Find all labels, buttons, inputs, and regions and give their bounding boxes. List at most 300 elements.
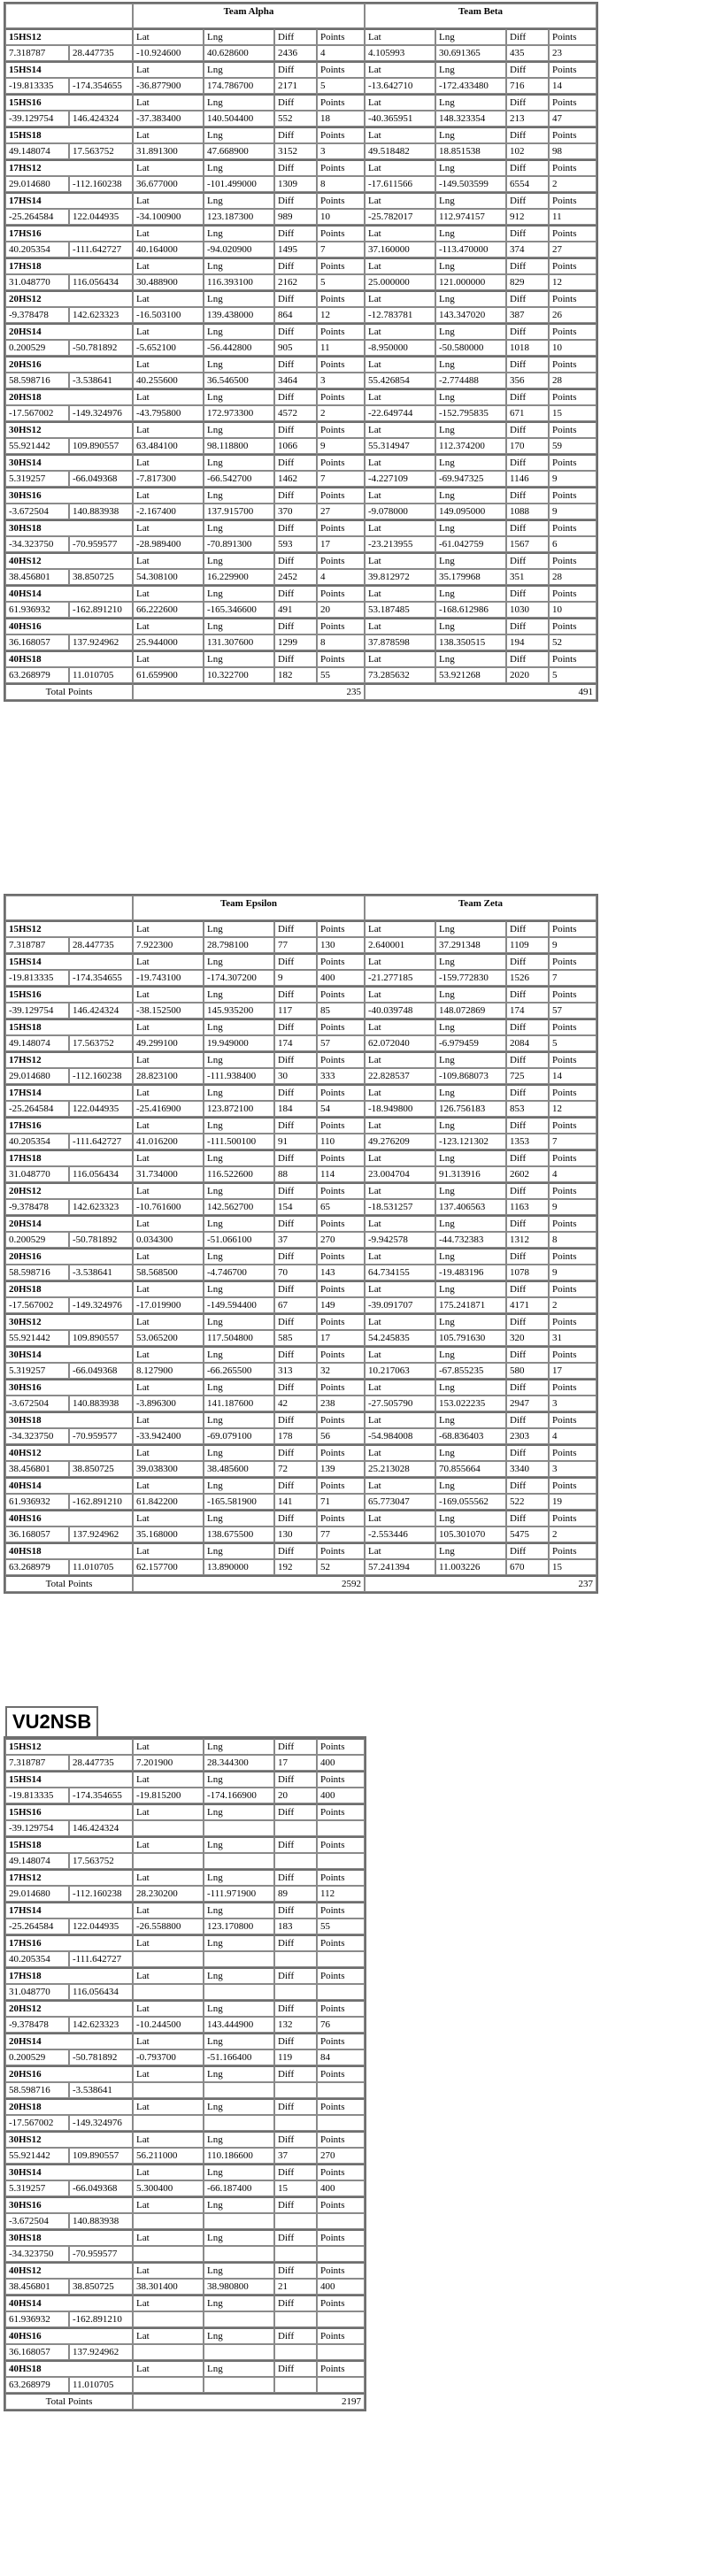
lat-label: Lat (133, 225, 204, 242)
lng-label: Lng (435, 1280, 506, 1297)
marker-header-row (5, 1150, 596, 1166)
lng-label: Lng (204, 1803, 274, 1820)
points-label: Points (549, 421, 596, 438)
guess-diff: 2436 (274, 45, 317, 61)
guess-diff: 3340 (506, 1461, 549, 1477)
guess-lat: 55.426854 (365, 373, 435, 388)
guess-diff: 5475 (506, 1526, 549, 1542)
points-label: Points (317, 2098, 365, 2115)
marker-header-row (5, 986, 596, 1003)
guess-lng: 123.187300 (204, 209, 274, 225)
marker-lat: 38.456801 (5, 569, 69, 585)
guess-points: 77 (317, 1526, 365, 1542)
lng-label: Lng (204, 388, 274, 405)
guess-points: 23 (549, 45, 596, 61)
points-label: Points (549, 1280, 596, 1297)
diff-label: Diff (274, 618, 317, 634)
lat-label: Lat (365, 1215, 435, 1232)
guess-points: 10 (549, 602, 596, 618)
lat-label: Lat (133, 2033, 204, 2049)
guess-lat: 49.276209 (365, 1134, 435, 1150)
diff-label: Diff (506, 953, 549, 970)
guess-lng (204, 2213, 274, 2229)
guess-points: 270 (317, 2148, 365, 2164)
guess-points: 114 (317, 1166, 365, 1182)
marker-lng: -162.891210 (69, 602, 133, 618)
diff-label: Diff (274, 1803, 317, 1820)
guess-points: 3 (549, 1396, 596, 1411)
lng-label: Lng (435, 1117, 506, 1134)
diff-label: Diff (506, 1150, 549, 1166)
lat-label: Lat (365, 356, 435, 373)
guess-diff: 387 (506, 307, 549, 323)
guess-lng: -174.307200 (204, 970, 274, 986)
guess-points: 12 (317, 307, 365, 323)
lat-label: Lat (365, 1182, 435, 1199)
points-label: Points (317, 28, 365, 45)
marker-name: 20HS16 (5, 356, 133, 373)
marker-header-row (5, 2164, 365, 2180)
points-label: Points (317, 1182, 365, 1199)
guess-points: 8 (549, 1232, 596, 1248)
guess-lng: 143.347020 (435, 307, 506, 323)
diff-label: Diff (506, 650, 549, 667)
guess-lat: 36.677000 (133, 176, 204, 192)
marker-name: 20HS16 (5, 1248, 133, 1265)
points-label: Points (317, 159, 365, 176)
lng-label: Lng (435, 28, 506, 45)
points-label: Points (317, 1444, 365, 1461)
guess-points: 149 (317, 1297, 365, 1313)
points-label: Points (317, 953, 365, 970)
guess-lat (133, 2082, 204, 2098)
guess-diff: 522 (506, 1494, 549, 1510)
points-label: Points (549, 552, 596, 569)
guess-lng: -109.868073 (435, 1068, 506, 1084)
section-epsilon-zeta (4, 894, 598, 1594)
diff-label: Diff (506, 585, 549, 602)
total-row (5, 1575, 596, 1592)
guess-diff (274, 2311, 317, 2327)
guess-diff: 42 (274, 1396, 317, 1411)
guess-lat: -23.213955 (365, 536, 435, 552)
guess-diff: 4572 (274, 405, 317, 421)
points-label: Points (317, 1019, 365, 1035)
guess-lat: -22.649744 (365, 405, 435, 421)
guess-diff: 1018 (506, 340, 549, 356)
points-label: Points (317, 1477, 365, 1494)
marker-header-row (5, 1444, 596, 1461)
points-label: Points (317, 2065, 365, 2082)
guess-lng: 11.003226 (435, 1559, 506, 1575)
guess-lng: -152.795835 (435, 405, 506, 421)
guess-lat: 61.659900 (133, 667, 204, 683)
total-points-value: 491 (365, 683, 596, 700)
guess-diff: 183 (274, 1919, 317, 1934)
marker-lat: 36.168057 (5, 2344, 69, 2360)
marker-name: 20HS14 (5, 1215, 133, 1232)
points-label: Points (317, 2196, 365, 2213)
marker-lng: 38.850725 (69, 569, 133, 585)
guess-points: 27 (317, 504, 365, 519)
diff-label: Diff (274, 2295, 317, 2311)
marker-lng: -66.049368 (69, 471, 133, 487)
lng-label: Lng (435, 356, 506, 373)
lng-label: Lng (204, 127, 274, 143)
guess-lat (133, 1951, 204, 1967)
guess-diff: 77 (274, 937, 317, 953)
diff-label: Diff (274, 1738, 317, 1755)
marker-lat: -3.672504 (5, 1396, 69, 1411)
guess-lng (204, 1984, 274, 2000)
marker-name: 40HS14 (5, 2295, 133, 2311)
guess-diff (274, 2377, 317, 2393)
guess-lat: 5.300400 (133, 2180, 204, 2196)
guess-points: 400 (317, 1755, 365, 1771)
guess-lng (204, 2115, 274, 2131)
lng-label: Lng (435, 290, 506, 307)
lng-label: Lng (435, 454, 506, 471)
points-label: Points (549, 454, 596, 471)
lat-label: Lat (365, 225, 435, 242)
guess-diff: 91 (274, 1134, 317, 1150)
marker-header-row (5, 2131, 365, 2148)
blank-corner (5, 896, 133, 920)
points-label: Points (549, 650, 596, 667)
points-label: Points (549, 388, 596, 405)
diff-label: Diff (506, 1313, 549, 1330)
lat-label: Lat (365, 1117, 435, 1134)
guess-diff: 178 (274, 1428, 317, 1444)
guess-lat: -43.795800 (133, 405, 204, 421)
guess-lat: 62.157700 (133, 1559, 204, 1575)
guess-lng: 148.072869 (435, 1003, 506, 1019)
lng-label: Lng (204, 1934, 274, 1951)
lat-label: Lat (365, 1542, 435, 1559)
guess-lat: 58.568500 (133, 1265, 204, 1280)
guess-lat: 37.878598 (365, 634, 435, 650)
lng-label: Lng (204, 2327, 274, 2344)
lat-label: Lat (133, 1379, 204, 1396)
guess-lat: 28.230200 (133, 1886, 204, 1902)
guess-lat: -27.505790 (365, 1396, 435, 1411)
diff-label: Diff (506, 61, 549, 78)
guess-lng: 70.855664 (435, 1461, 506, 1477)
guess-lng: 175.241871 (435, 1297, 506, 1313)
points-label: Points (317, 585, 365, 602)
marker-name: 40HS18 (5, 650, 133, 667)
points-label: Points (549, 1411, 596, 1428)
guess-diff: 2020 (506, 667, 549, 683)
lat-label: Lat (365, 421, 435, 438)
guess-points: 400 (317, 2279, 365, 2295)
guess-lat: 61.842200 (133, 1494, 204, 1510)
guess-lng: -165.581900 (204, 1494, 274, 1510)
marker-header-row (5, 519, 596, 536)
marker-name: 15HS16 (5, 94, 133, 111)
lat-label: Lat (365, 552, 435, 569)
lng-label: Lng (435, 1150, 506, 1166)
lng-label: Lng (435, 159, 506, 176)
guess-diff: 141 (274, 1494, 317, 1510)
points-label: Points (317, 1934, 365, 1951)
marker-lat: 58.598716 (5, 2082, 69, 2098)
marker-lng: 122.044935 (69, 1919, 133, 1934)
lat-label: Lat (133, 2196, 204, 2213)
guess-lng (204, 1820, 274, 1836)
marker-lat: 63.268979 (5, 667, 69, 683)
lat-label: Lat (133, 2262, 204, 2279)
marker-lat: -25.264584 (5, 209, 69, 225)
points-label: Points (317, 1280, 365, 1297)
marker-lng: -66.049368 (69, 1363, 133, 1379)
lng-label: Lng (435, 487, 506, 504)
guess-diff (274, 2115, 317, 2131)
lat-label: Lat (365, 94, 435, 111)
points-label: Points (317, 487, 365, 504)
marker-lng: 140.883938 (69, 504, 133, 519)
marker-value-row (5, 1297, 596, 1313)
points-label: Points (317, 1084, 365, 1101)
lat-label: Lat (133, 986, 204, 1003)
diff-label: Diff (274, 2164, 317, 2180)
lng-label: Lng (204, 650, 274, 667)
guess-points: 12 (549, 1101, 596, 1117)
guess-diff: 1495 (274, 242, 317, 258)
diff-label: Diff (274, 61, 317, 78)
guess-lat: -25.416900 (133, 1101, 204, 1117)
lng-label: Lng (204, 585, 274, 602)
diff-label: Diff (274, 290, 317, 307)
marker-name: 17HS18 (5, 1967, 133, 1984)
lat-label: Lat (133, 1738, 204, 1755)
marker-value-row (5, 2115, 365, 2131)
guess-diff: 102 (506, 143, 549, 159)
marker-header-row (5, 1248, 596, 1265)
marker-lng: -50.781892 (69, 1232, 133, 1248)
guess-diff: 2084 (506, 1035, 549, 1051)
lng-label: Lng (204, 1280, 274, 1297)
guess-points: 9 (549, 504, 596, 519)
guess-diff: 1109 (506, 937, 549, 953)
marker-lng: -111.642727 (69, 1134, 133, 1150)
guess-lat: 65.773047 (365, 1494, 435, 1510)
guess-lat: 73.285632 (365, 667, 435, 683)
guess-diff: 491 (274, 602, 317, 618)
guess-lat: 25.000000 (365, 274, 435, 290)
diff-label: Diff (506, 1510, 549, 1526)
marker-header-row (5, 1051, 596, 1068)
diff-label: Diff (274, 2327, 317, 2344)
diff-label: Diff (274, 1313, 317, 1330)
lng-label: Lng (204, 159, 274, 176)
guess-points: 59 (549, 438, 596, 454)
marker-value-row (5, 2377, 365, 2393)
guess-points: 17 (317, 1330, 365, 1346)
marker-value-row (5, 1363, 596, 1379)
points-label: Points (317, 2262, 365, 2279)
guess-lng: 137.406563 (435, 1199, 506, 1215)
guess-points (317, 2082, 365, 2098)
lng-label: Lng (204, 356, 274, 373)
guess-points: 270 (317, 1232, 365, 1248)
marker-lng: 146.424324 (69, 1820, 133, 1836)
marker-header-row (5, 225, 596, 242)
marker-value-row (5, 340, 596, 356)
diff-label: Diff (506, 519, 549, 536)
points-label: Points (549, 1084, 596, 1101)
points-label: Points (317, 225, 365, 242)
marker-lat: 5.319257 (5, 471, 69, 487)
points-label: Points (549, 225, 596, 242)
marker-lat: 38.456801 (5, 1461, 69, 1477)
lat-label: Lat (365, 1444, 435, 1461)
marker-header-row (5, 1902, 365, 1919)
diff-label: Diff (274, 1771, 317, 1788)
guess-lng: 19.949000 (204, 1035, 274, 1051)
diff-label: Diff (506, 1215, 549, 1232)
marker-lng: 122.044935 (69, 1101, 133, 1117)
marker-lat: 61.936932 (5, 1494, 69, 1510)
marker-value-row (5, 2148, 365, 2164)
guess-lng (204, 2246, 274, 2262)
guess-lng: 13.890000 (204, 1559, 274, 1575)
marker-lat: 40.205354 (5, 1951, 69, 1967)
marker-header-row (5, 127, 596, 143)
points-label: Points (549, 953, 596, 970)
points-label: Points (549, 323, 596, 340)
guess-diff: 725 (506, 1068, 549, 1084)
guess-lat: -37.383400 (133, 111, 204, 127)
marker-header-row (5, 28, 596, 45)
marker-name: 20HS18 (5, 2098, 133, 2115)
diff-label: Diff (274, 1902, 317, 1919)
guess-lat (133, 2344, 204, 2360)
guess-lng: -149.503599 (435, 176, 506, 192)
marker-name: 17HS14 (5, 1084, 133, 1101)
guess-lng: 116.393100 (204, 274, 274, 290)
guess-lng: 153.022235 (435, 1396, 506, 1411)
diff-label: Diff (506, 94, 549, 111)
marker-lng: 146.424324 (69, 111, 133, 127)
lng-label: Lng (435, 650, 506, 667)
guess-lat: -17.611566 (365, 176, 435, 192)
guess-diff: 351 (506, 569, 549, 585)
marker-value-row (5, 2213, 365, 2229)
lat-label: Lat (133, 1313, 204, 1330)
marker-lng: -149.324976 (69, 405, 133, 421)
lat-label: Lat (133, 2295, 204, 2311)
points-label: Points (317, 2327, 365, 2344)
lat-label: Lat (133, 2164, 204, 2180)
marker-name: 15HS12 (5, 28, 133, 45)
guess-lat: 54.308100 (133, 569, 204, 585)
team-title: Team Beta (365, 4, 596, 28)
guess-lng: -51.166400 (204, 2049, 274, 2065)
guess-lng: 16.229900 (204, 569, 274, 585)
diff-label: Diff (274, 519, 317, 536)
guess-points: 9 (549, 1199, 596, 1215)
diff-label: Diff (274, 487, 317, 504)
points-label: Points (549, 1019, 596, 1035)
marker-name: 30HS14 (5, 2164, 133, 2180)
points-label: Points (317, 1836, 365, 1853)
lng-label: Lng (204, 2229, 274, 2246)
guess-points: 3 (549, 1461, 596, 1477)
marker-value-row (5, 634, 596, 650)
guess-lat: 57.241394 (365, 1559, 435, 1575)
team-title: Team Epsilon (133, 896, 365, 920)
team-title-vu2nsb: VU2NSB (5, 1706, 98, 1736)
points-label: Points (317, 192, 365, 209)
marker-name: 30HS16 (5, 2196, 133, 2213)
marker-value-row (5, 1134, 596, 1150)
marker-value-row (5, 1461, 596, 1477)
lng-label: Lng (204, 1117, 274, 1134)
marker-value-row (5, 438, 596, 454)
lat-label: Lat (365, 650, 435, 667)
guess-lng: -111.971900 (204, 1886, 274, 1902)
guess-points: 27 (549, 242, 596, 258)
lat-label: Lat (365, 1346, 435, 1363)
lng-label: Lng (204, 225, 274, 242)
guess-points: 57 (549, 1003, 596, 1019)
guess-points (317, 2213, 365, 2229)
marker-name: 20HS16 (5, 2065, 133, 2082)
lng-label: Lng (435, 1411, 506, 1428)
lat-label: Lat (133, 356, 204, 373)
points-label: Points (317, 1051, 365, 1068)
lat-label: Lat (133, 487, 204, 504)
marker-lat: -39.129754 (5, 1820, 69, 1836)
guess-diff: 6554 (506, 176, 549, 192)
guess-points: 2 (549, 1297, 596, 1313)
points-label: Points (317, 421, 365, 438)
guess-lat: -18.949800 (365, 1101, 435, 1117)
lng-label: Lng (435, 1379, 506, 1396)
marker-lng: -149.324976 (69, 2115, 133, 2131)
guess-lat: -25.782017 (365, 209, 435, 225)
guess-lng: 131.307600 (204, 634, 274, 650)
points-label: Points (317, 1803, 365, 1820)
lng-label: Lng (204, 1411, 274, 1428)
guess-diff: 2602 (506, 1166, 549, 1182)
marker-value-row (5, 2049, 365, 2065)
diff-label: Diff (506, 1051, 549, 1068)
guess-lat: -16.503100 (133, 307, 204, 323)
marker-lng: -112.160238 (69, 1068, 133, 1084)
diff-label: Diff (506, 1411, 549, 1428)
lng-label: Lng (435, 618, 506, 634)
marker-header-row (5, 1738, 365, 1755)
marker-lat: 58.598716 (5, 373, 69, 388)
guess-lng: 38.485600 (204, 1461, 274, 1477)
guess-lng: -94.020900 (204, 242, 274, 258)
marker-lat: -9.378478 (5, 1199, 69, 1215)
guess-lng: 138.350515 (435, 634, 506, 650)
guess-diff: 853 (506, 1101, 549, 1117)
points-label: Points (549, 986, 596, 1003)
lng-label: Lng (204, 1477, 274, 1494)
guess-lng: 91.313916 (435, 1166, 506, 1182)
points-label: Points (317, 1411, 365, 1428)
marker-header-row (5, 2000, 365, 2017)
marker-lng: -50.781892 (69, 2049, 133, 2065)
guess-lng: -111.500100 (204, 1134, 274, 1150)
guess-lng: 149.095000 (435, 504, 506, 519)
marker-value-row (5, 1494, 596, 1510)
guess-lat: -13.642710 (365, 78, 435, 94)
